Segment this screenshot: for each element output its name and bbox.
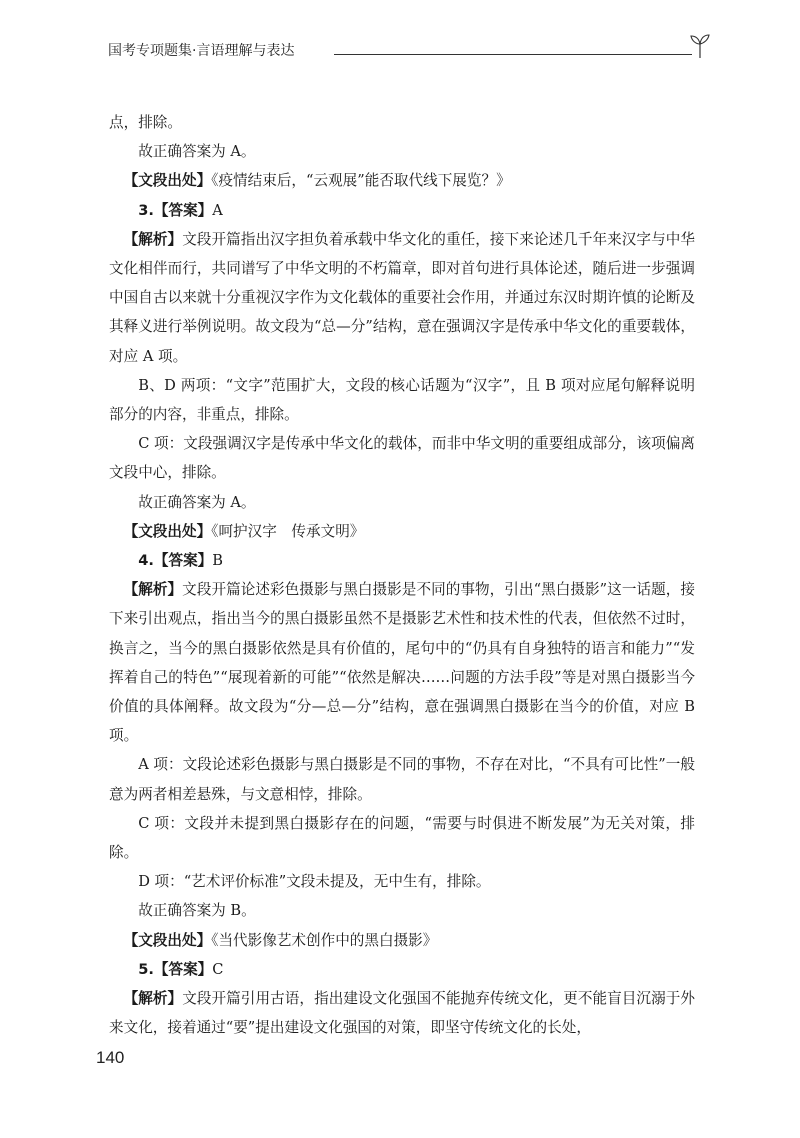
paragraph-text: 文段开篇引用古语，指出建设文化强国不能抛弃传统文化，更不能盲目沉溺于外来文化，接着通过“要”提出建设文化强国的对策，即坚守传统文化的长处， xyxy=(109,990,695,1037)
paragraph xyxy=(109,809,695,867)
paragraph-text: 《呵护汉字 传承文明》 xyxy=(211,522,365,540)
paragraph-text: 故正确答案为 A。 xyxy=(138,143,256,161)
paragraph xyxy=(109,371,695,429)
paragraph-text: 故正确答案为 A。 xyxy=(138,493,256,511)
paragraph-text: 文段开篇论述彩色摄影与黑白摄影是不同的事物，引出“黑白摄影”这一话题，接下来引出观点，指出当今的黑白摄影虽然不是摄影艺术性和技术性的代表，但依然不过时，换言之，当今的黑白摄影依然是具有价值的，尾句中的“仍具有自身独特的语言和能力”“发挥着自己的特色”“展现着新的可能”“依然是解决……问题的方法手段”等是对黑白摄影当今价值的具体阐释。故文段为“分—总—分”结构，意在强调黑白摄影在当今的价值，对应 B 项。 xyxy=(109,581,695,745)
labeled-paragraph xyxy=(109,166,695,195)
section-label: 5.【答案】 xyxy=(138,960,213,978)
paragraph-text: C xyxy=(212,960,224,978)
paragraph xyxy=(109,896,695,925)
labeled-paragraph xyxy=(109,196,695,225)
page-number: 140 xyxy=(96,1048,125,1067)
paragraph-text: B、D 两项：“文字”范围扩大，文段的核心话题为“汉字”，且 B 项对应尾句解释说明部分的内容，非重点，排除。 xyxy=(109,376,695,424)
labeled-paragraph xyxy=(109,546,695,575)
paragraph-text: D 项：“艺术评价标准”文段未提及，无中生有，排除。 xyxy=(138,873,491,891)
section-label: 【文段出处】 xyxy=(123,172,212,190)
labeled-paragraph xyxy=(109,955,695,984)
paragraph-text: 《当代影像艺术创作中的黑白摄影》 xyxy=(211,931,438,949)
paragraph xyxy=(109,867,695,896)
labeled-paragraph xyxy=(109,575,695,750)
sprout-icon xyxy=(688,30,712,60)
paragraph xyxy=(109,108,695,137)
header-title: 国考专项题集·言语理解与表达 xyxy=(108,43,295,59)
section-label: 4.【答案】 xyxy=(138,552,213,570)
paragraph xyxy=(109,429,695,487)
paragraph-text: C 项：文段强调汉字是传承中华文化的载体，而非中华文明的重要组成部分，该项偏离文段中心，排除。 xyxy=(109,435,695,482)
section-label: 【解析】 xyxy=(123,990,183,1008)
paragraph-text: 故正确答案为 B。 xyxy=(138,902,256,920)
section-label: 【解析】 xyxy=(123,230,183,248)
section-label: 【文段出处】 xyxy=(123,522,212,540)
paragraph xyxy=(109,750,695,808)
paragraph-text: 文段开篇指出汉字担负着承载中华文化的重任，接下来论述几千年来汉字与中华文化相伴而行，共同谱写了中华文明的不朽篇章，即对首句进行具体论述，随后进一步强调中国自古以来就十分重视汉字作为文化载体的重要社会作用，并通过东汉时期许慎的论断及其释义进行举例说明。故文段为“总—分”结构，意在强调汉字是传承中华文化的重要载体，对应 A 项。 xyxy=(109,230,695,365)
header-rule xyxy=(334,54,692,55)
labeled-paragraph xyxy=(109,225,695,371)
section-label: 【解析】 xyxy=(123,581,183,599)
section-label: 3.【答案】 xyxy=(138,201,213,219)
labeled-paragraph xyxy=(109,517,695,546)
labeled-paragraph xyxy=(109,926,695,955)
paragraph-text: 点，排除。 xyxy=(109,114,182,131)
paragraph-text: A xyxy=(212,201,223,219)
paragraph-text: A 项：文段论述彩色摄影与黑白摄影是不同的事物，不存在对比，“不具有可比性”一般意为两者相差悬殊，与文意相悖，排除。 xyxy=(109,756,695,803)
answer-explanations xyxy=(109,108,695,1043)
paragraph-text: C 项：文段并未提到黑白摄影存在的问题，“需要与时俱进不断发展”为无关对策，排除。 xyxy=(109,814,695,862)
section-label: 【文段出处】 xyxy=(123,931,212,949)
paragraph-text: B xyxy=(212,552,223,570)
running-header xyxy=(108,30,708,70)
paragraph xyxy=(109,137,695,166)
paragraph xyxy=(109,488,695,517)
labeled-paragraph xyxy=(109,984,695,1042)
paragraph-text: 《疫情结束后，“云观展”能否取代线下展览？》 xyxy=(211,172,511,190)
